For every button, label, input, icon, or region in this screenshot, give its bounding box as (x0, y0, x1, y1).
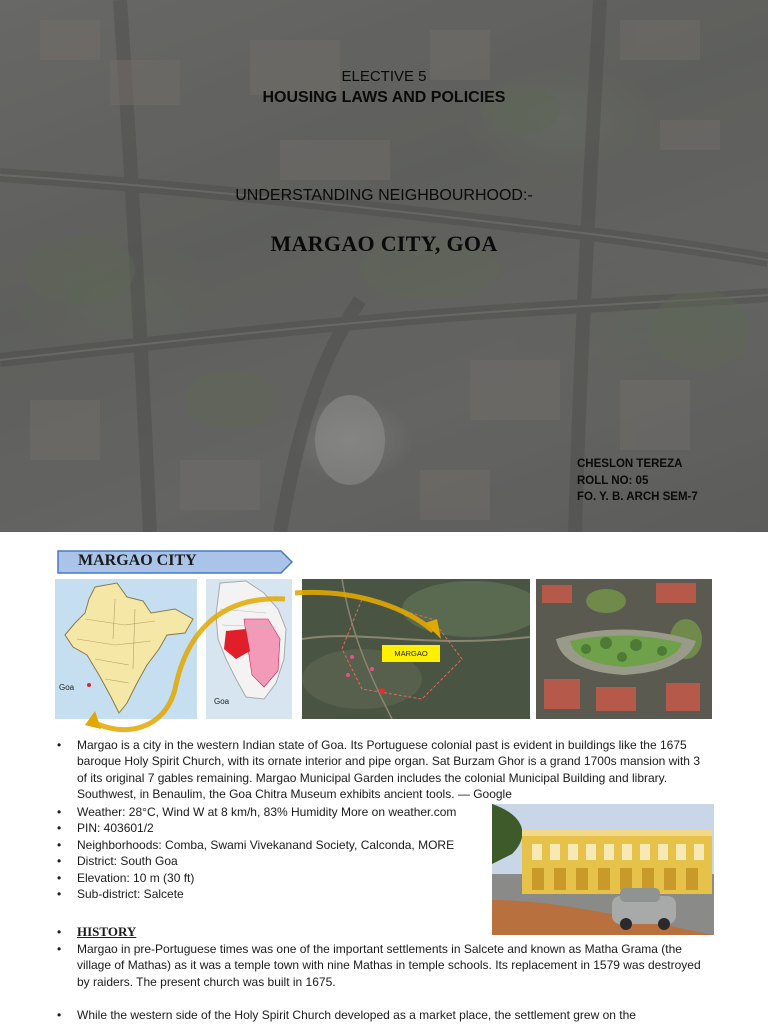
india-map-goa-label: Goa (59, 683, 75, 692)
elective-label: ELECTIVE 5 (341, 68, 427, 85)
topic-heading: UNDERSTANDING NEIGHBOURHOOD:- (235, 187, 533, 204)
roll-number: ROLL NO: 05 (577, 475, 649, 487)
map-connector-arrows (55, 579, 455, 739)
section-banner: MARGAO CITY (78, 552, 197, 569)
garden-texture (536, 579, 712, 719)
colonial-building-photo (492, 804, 714, 935)
history-heading: HISTORY (77, 924, 137, 939)
aerial-garden-image (536, 579, 712, 719)
city-title: MARGAO CITY, GOA (270, 231, 498, 256)
margao-info-slide: MARGAO CITY Goa Goa MARGAO • Margao is a city in the western Indian state of Goa. Its Portuguese colonial past is evident in buildings like the 1675 baroque Holy Spirit Church, with its ornate interior and pipe organ. Sat Burzam Ghor is a grand 1700s mansion with 3 of its original 7 gables remaining. Margao Municipal Garden includes the colonial Municipal Building and library. Southwest, in Benaulim, the Goa Chitra Museum exhibits ancient tools. — Google • Weather: 28°C, Wind W at 8 km/h, 83% Humidity More on weather.com • PIN: 403601/2 • Neighborhoods: Comba, Swami Vivekanand Society, Calconda, MORE • District: South Goa • Elevation: 10 m (30 ft) • Sub-district: Salcete • • Margao in pre-Portuguese times was one of the important settlements in Salcete and known as Matha Grama (the village of Mathas) as it was a temple town with nine Mathas in temple schools. Its replacement in 1579 was destroyed by raiders. The present church was built in 1675. • While the western side of the Holy Spirit Church developed as a market place, the settlement grew on the HISTORY (0, 532, 768, 1024)
class-semester: FO. Y. B. ARCH SEM-7 (577, 491, 698, 503)
goa-map-label: Goa (214, 697, 230, 706)
satellite-margao-label: MARGAO (382, 645, 440, 662)
author-name: CHESLON TEREZA (577, 458, 683, 470)
building-illustration (492, 804, 714, 935)
subject-title: HOUSING LAWS AND POLICIES (262, 89, 506, 106)
